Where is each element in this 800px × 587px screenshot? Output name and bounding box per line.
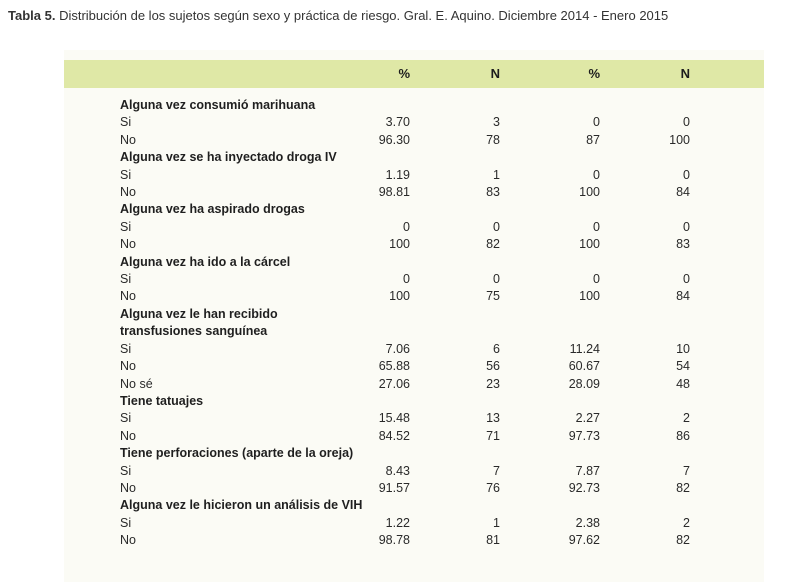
row-label: No bbox=[120, 185, 136, 200]
table-row bbox=[64, 410, 764, 427]
table-row bbox=[64, 341, 764, 358]
row-label: Si bbox=[120, 115, 132, 130]
cell-col-2: 13 bbox=[486, 411, 500, 426]
row-label: No bbox=[120, 132, 136, 147]
cell-col-1: 100 bbox=[389, 237, 410, 252]
header-col-2: N bbox=[490, 66, 500, 81]
cell-col-1: 0 bbox=[403, 219, 410, 234]
header-col-4: N bbox=[680, 66, 690, 81]
row-label: No bbox=[120, 480, 136, 495]
table-number: Tabla 5. bbox=[8, 8, 56, 23]
row-label: No bbox=[120, 289, 136, 304]
cell-col-4: 83 bbox=[676, 237, 690, 252]
cell-col-1: 100 bbox=[389, 289, 410, 304]
cell-col-1: 15.48 bbox=[378, 411, 410, 426]
table-row bbox=[64, 532, 764, 549]
cell-col-4: 0 bbox=[683, 219, 690, 234]
row-label: Si bbox=[120, 411, 132, 426]
row-label: No bbox=[120, 359, 136, 374]
section-label: Tiene tatuajes bbox=[120, 393, 204, 408]
cell-col-3: 7.87 bbox=[575, 463, 600, 478]
cell-col-1: 7.06 bbox=[385, 341, 410, 356]
section-heading-row bbox=[64, 393, 764, 410]
cell-col-3: 97.62 bbox=[568, 533, 600, 548]
cell-col-4: 0 bbox=[683, 115, 690, 130]
table-title: Distribución de los sujetos según sexo y práctica de riesgo. Gral. E. Aquino. Diciembre 2014 - Enero 2015 bbox=[59, 8, 669, 23]
cell-col-2: 0 bbox=[493, 272, 500, 287]
table-row bbox=[64, 184, 764, 201]
cell-col-3: 0 bbox=[593, 219, 600, 234]
cell-col-3: 0 bbox=[593, 167, 600, 182]
cell-col-1: 8.43 bbox=[385, 463, 410, 478]
cell-col-4: 84 bbox=[676, 289, 690, 304]
cell-col-1: 84.52 bbox=[378, 428, 410, 443]
cell-col-4: 0 bbox=[683, 272, 690, 287]
header-col-3: % bbox=[588, 66, 600, 81]
row-label: Si bbox=[120, 272, 132, 287]
row-label: Si bbox=[120, 219, 132, 234]
section-label: Alguna vez consumió marihuana bbox=[120, 98, 316, 112]
section-label: Alguna vez le han recibido bbox=[120, 306, 278, 321]
table-row bbox=[64, 480, 764, 497]
cell-col-4: 10 bbox=[676, 341, 690, 356]
cell-col-4: 84 bbox=[676, 185, 690, 200]
cell-col-3: 100 bbox=[579, 237, 600, 252]
cell-col-1: 0 bbox=[403, 272, 410, 287]
cell-col-4: 100 bbox=[669, 132, 690, 147]
cell-col-1: 27.06 bbox=[378, 376, 410, 391]
cell-col-1: 98.81 bbox=[378, 185, 410, 200]
section-label: Alguna vez ha ido a la cárcel bbox=[120, 254, 291, 269]
cell-col-2: 71 bbox=[486, 428, 500, 443]
cell-col-1: 98.78 bbox=[378, 533, 410, 548]
section-label: Alguna vez se ha inyectado droga IV bbox=[120, 150, 337, 165]
header-col-1: % bbox=[398, 66, 410, 81]
section-heading-row bbox=[64, 323, 764, 340]
table-row bbox=[64, 271, 764, 288]
table-row bbox=[64, 219, 764, 236]
cell-col-2: 7 bbox=[493, 463, 500, 478]
cell-col-2: 75 bbox=[486, 289, 500, 304]
section-heading-row bbox=[64, 97, 764, 114]
section-heading-row bbox=[64, 306, 764, 323]
row-label: Si bbox=[120, 515, 132, 530]
cell-col-1: 96.30 bbox=[378, 132, 410, 147]
cell-col-2: 56 bbox=[486, 359, 500, 374]
row-label: Si bbox=[120, 167, 132, 182]
cell-col-3: 11.24 bbox=[569, 341, 600, 356]
table-row bbox=[64, 132, 764, 149]
cell-col-2: 6 bbox=[493, 341, 500, 356]
row-label: No bbox=[120, 428, 136, 443]
cell-col-1: 1.22 bbox=[385, 515, 410, 530]
table-header bbox=[64, 60, 764, 88]
table-caption bbox=[8, 8, 792, 24]
cell-col-3: 92.73 bbox=[568, 480, 600, 495]
section-heading-row bbox=[64, 201, 764, 218]
cell-col-3: 60.67 bbox=[568, 359, 600, 374]
cell-col-2: 78 bbox=[486, 132, 500, 147]
section-label: Alguna vez le hicieron un análisis de VIH bbox=[120, 498, 363, 513]
table-row bbox=[64, 167, 764, 184]
cell-col-2: 82 bbox=[486, 237, 500, 252]
cell-col-2: 81 bbox=[486, 533, 500, 548]
row-label: No bbox=[120, 533, 136, 548]
table-row bbox=[64, 376, 764, 393]
cell-col-2: 0 bbox=[493, 219, 500, 234]
row-label: Si bbox=[120, 463, 132, 478]
cell-col-2: 1 bbox=[493, 515, 500, 530]
cell-col-3: 2.27 bbox=[575, 411, 600, 426]
cell-col-3: 28.09 bbox=[568, 376, 600, 391]
table-body bbox=[64, 97, 764, 550]
cell-col-4: 48 bbox=[676, 376, 690, 391]
cell-col-4: 82 bbox=[676, 480, 690, 495]
table-row bbox=[64, 288, 764, 305]
cell-col-1: 65.88 bbox=[378, 359, 410, 374]
cell-col-3: 97.73 bbox=[568, 428, 600, 443]
cell-col-3: 2.38 bbox=[575, 515, 600, 530]
cell-col-1: 3.70 bbox=[385, 115, 410, 130]
section-heading-row bbox=[64, 445, 764, 462]
section-label: Tiene perforaciones (aparte de la oreja) bbox=[120, 446, 354, 461]
cell-col-4: 2 bbox=[683, 515, 690, 530]
cell-col-3: 100 bbox=[579, 185, 600, 200]
cell-col-3: 87 bbox=[586, 132, 600, 147]
cell-col-3: 100 bbox=[579, 289, 600, 304]
table-row bbox=[64, 428, 764, 445]
row-label: Si bbox=[120, 341, 132, 356]
cell-col-1: 91.57 bbox=[378, 480, 410, 495]
cell-col-3: 0 bbox=[593, 272, 600, 287]
section-label: transfusiones sanguínea bbox=[120, 324, 268, 339]
table-row bbox=[64, 358, 764, 375]
cell-col-4: 54 bbox=[676, 359, 690, 374]
cell-col-2: 3 bbox=[493, 115, 500, 130]
cell-col-2: 1 bbox=[493, 167, 500, 182]
table-row bbox=[64, 463, 764, 480]
cell-col-1: 1.19 bbox=[385, 167, 410, 182]
section-heading-row bbox=[64, 254, 764, 271]
cell-col-4: 82 bbox=[676, 533, 690, 548]
cell-col-2: 76 bbox=[486, 480, 500, 495]
row-label: No bbox=[120, 237, 136, 252]
table-row bbox=[64, 515, 764, 532]
cell-col-2: 83 bbox=[486, 185, 500, 200]
cell-col-4: 0 bbox=[683, 167, 690, 182]
cell-col-4: 7 bbox=[683, 463, 690, 478]
cell-col-4: 86 bbox=[676, 428, 690, 443]
cell-col-4: 2 bbox=[683, 411, 690, 426]
section-heading-row bbox=[64, 497, 764, 514]
table-row bbox=[64, 236, 764, 253]
row-label: No sé bbox=[120, 376, 153, 391]
section-label: Alguna vez ha aspirado drogas bbox=[120, 202, 305, 217]
cell-col-3: 0 bbox=[593, 115, 600, 130]
table-row bbox=[64, 114, 764, 131]
cell-col-2: 23 bbox=[486, 376, 500, 391]
section-heading-row bbox=[64, 149, 764, 166]
